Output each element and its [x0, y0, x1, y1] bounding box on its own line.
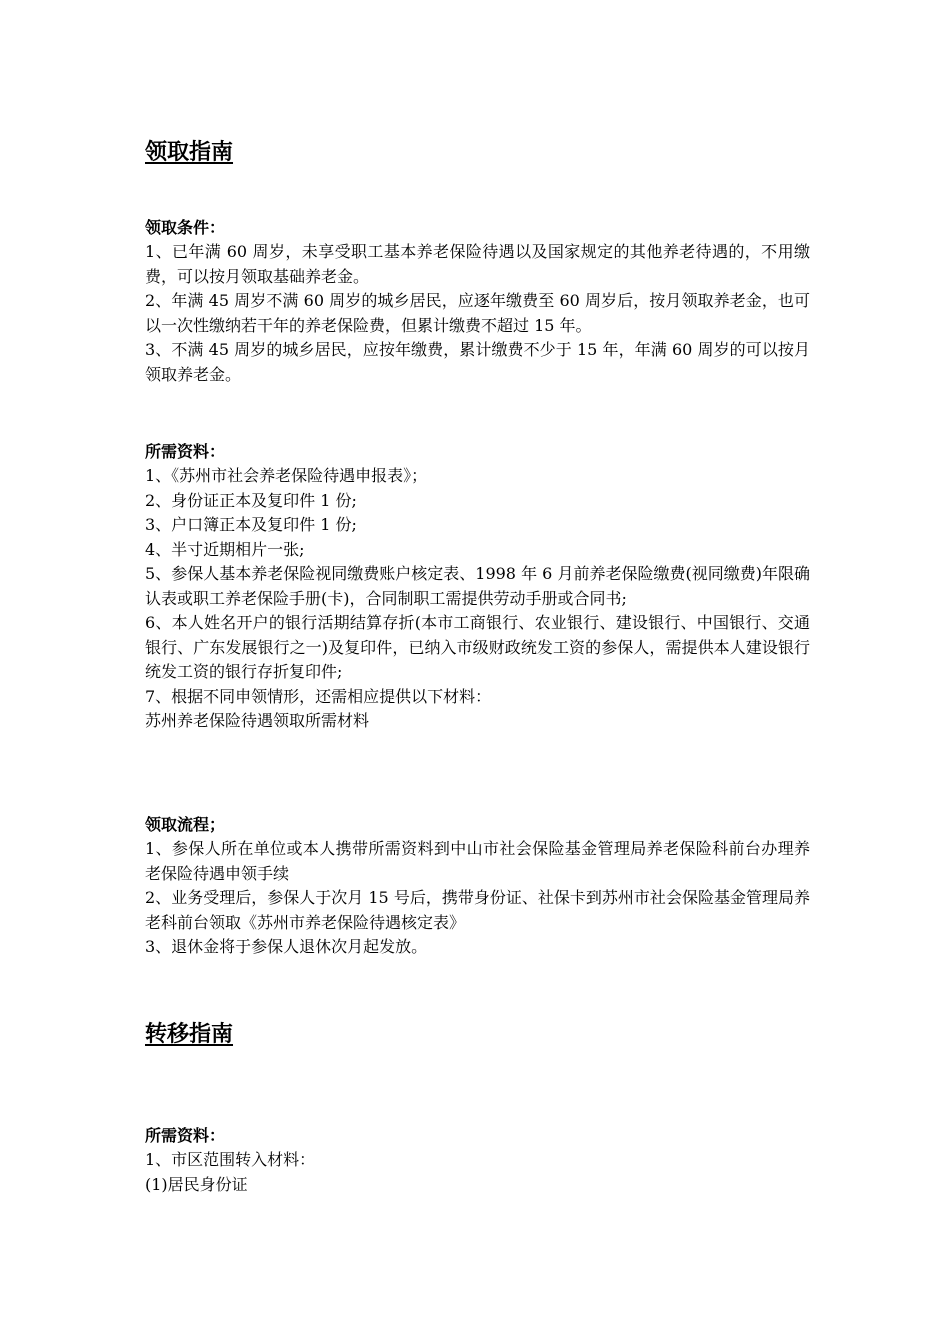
heading-claim-process: 领取流程；	[145, 815, 226, 834]
claim-materials-list	[145, 464, 810, 734]
list-item: 2、身份证正本及复印件 1 份;	[145, 490, 357, 510]
list-item: (1)居民身份证	[145, 1174, 248, 1194]
claim-process-list	[145, 837, 810, 960]
list-item: 2、年满 45 周岁不满 60 周岁的城乡居民，应逐年缴费至 60 周岁后，按月领取养老金，也可以一次性缴纳若干年的养老保险费，但累计缴费不超过 15 年。	[145, 291, 810, 335]
claim-conditions-list	[145, 240, 810, 387]
list-item: 1、《苏州市社会养老保险待遇申报表》；	[145, 466, 428, 485]
transfer-materials-list	[145, 1148, 810, 1197]
list-item: 1、市区范围转入材料：	[145, 1150, 316, 1169]
list-item: 1、参保人所在单位或本人携带所需资料到中山市社会保险基金管理局养老保险科前台办理养老保险待遇申领手续	[145, 839, 810, 883]
list-item: 3、不满 45 周岁的城乡居民，应按年缴费，累计缴费不少于 15 年，年满 60 周岁的可以按月领取养老金。	[145, 340, 810, 384]
heading-claim-materials: 所需资料：	[145, 442, 226, 461]
list-item: 4、半寸近期相片一张;	[145, 539, 305, 559]
section-title-claim-guide: 领取指南	[145, 139, 234, 165]
list-item: 3、退休金将于参保人退休次月起发放。	[145, 937, 428, 956]
list-item: 1、已年满 60 周岁，未享受职工基本养老保险待遇以及国家规定的其他养老待遇的，不用缴费，可以按月领取基础养老金。	[145, 242, 810, 286]
list-item: 6、本人姓名开户的银行活期结算存折(本市工商银行、农业银行、建设银行、中国银行、交通银行、广东发展银行之一)及复印件，已纳入市级财政统发工资的参保人，需提供本人建设银行统发工资的银行存折复印件;	[145, 613, 810, 681]
list-item: 苏州养老保险待遇领取所需材料	[145, 711, 370, 730]
heading-transfer-materials: 所需资料：	[145, 1126, 226, 1145]
heading-claim-conditions: 领取条件：	[145, 218, 226, 237]
list-item: 3、户口簿正本及复印件 1 份;	[145, 515, 357, 534]
list-item: 5、参保人基本养老保险视同缴费账户核定表、1998 年 6 月前养老保险缴费(视同缴费)年限确认表或职工养老保险手册(卡)，合同制职工需提供劳动手册或合同书;	[145, 564, 810, 608]
list-item: 7、根据不同申领情形，还需相应提供以下材料：	[145, 686, 492, 706]
section-title-transfer-guide: 转移指南	[145, 1021, 234, 1047]
list-item: 2、业务受理后，参保人于次月 15 号后，携带身份证、社保卡到苏州市社会保险基金管理局养老科前台领取《苏州市养老保险待遇核定表》	[145, 888, 810, 932]
